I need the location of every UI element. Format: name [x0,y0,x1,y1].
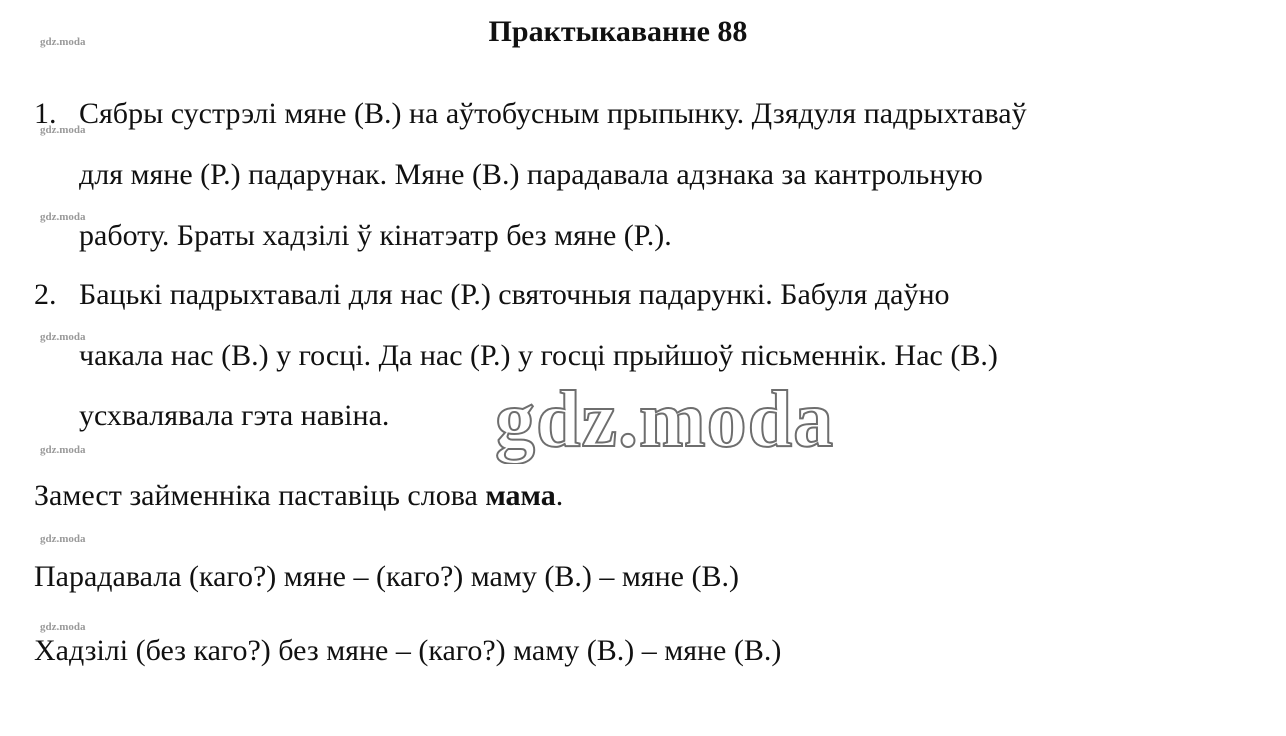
instruction [34,476,563,516]
item-1-line-3: работу. Браты хадзілі ў кінатэатр без мяне (Р.). [79,219,672,252]
page-title: Практыкаванне 88 [488,15,748,48]
watermark-small: gdz.moda [40,621,86,633]
example-2: Хадзілі (без каго?) без мяне – (каго?) маму (В.) – мяне (В.) [34,634,782,667]
watermark-small: gdz.moda [40,444,86,456]
watermark-small: gdz.moda [40,211,86,223]
item-1-line-2: для мяне (Р.) падарунак. Мяне (В.) парадавала адзнака за кантрольную [79,158,983,191]
example-1: Парадавала (каго?) мяне – (каго?) маму (В.) – мяне (В.) [34,560,739,593]
watermark-small: gdz.moda [40,331,86,343]
item-2-line-2: чакала нас (В.) у госці. Да нас (Р.) у госці прыйшоў пісьменнік. Нас (В.) [79,339,998,372]
item-1-number: 1. [34,97,57,130]
item-2-line-3: усхвалявала гэта навіна. [79,399,390,432]
item-2-number: 2. [34,278,57,311]
instruction-bold-word: мама [485,479,556,512]
watermark-small: gdz.moda [40,36,86,48]
item-1-line-1: Сябры сустрэлі мяне (В.) на аўтобусным прыпынку. Дзядуля падрыхтаваў [79,97,1027,130]
instruction-text: Замест займенніка паставіць слова [34,479,486,512]
instruction-end: . [555,479,564,512]
item-2-line-1: Бацькі падрыхтавалі для нас (Р.) святочныя падарункі. Бабуля даўно [79,278,950,311]
watermark-small: gdz.moda [40,124,86,136]
watermark-logo: gdz.moda [495,376,835,464]
watermark-small: gdz.moda [40,533,86,545]
